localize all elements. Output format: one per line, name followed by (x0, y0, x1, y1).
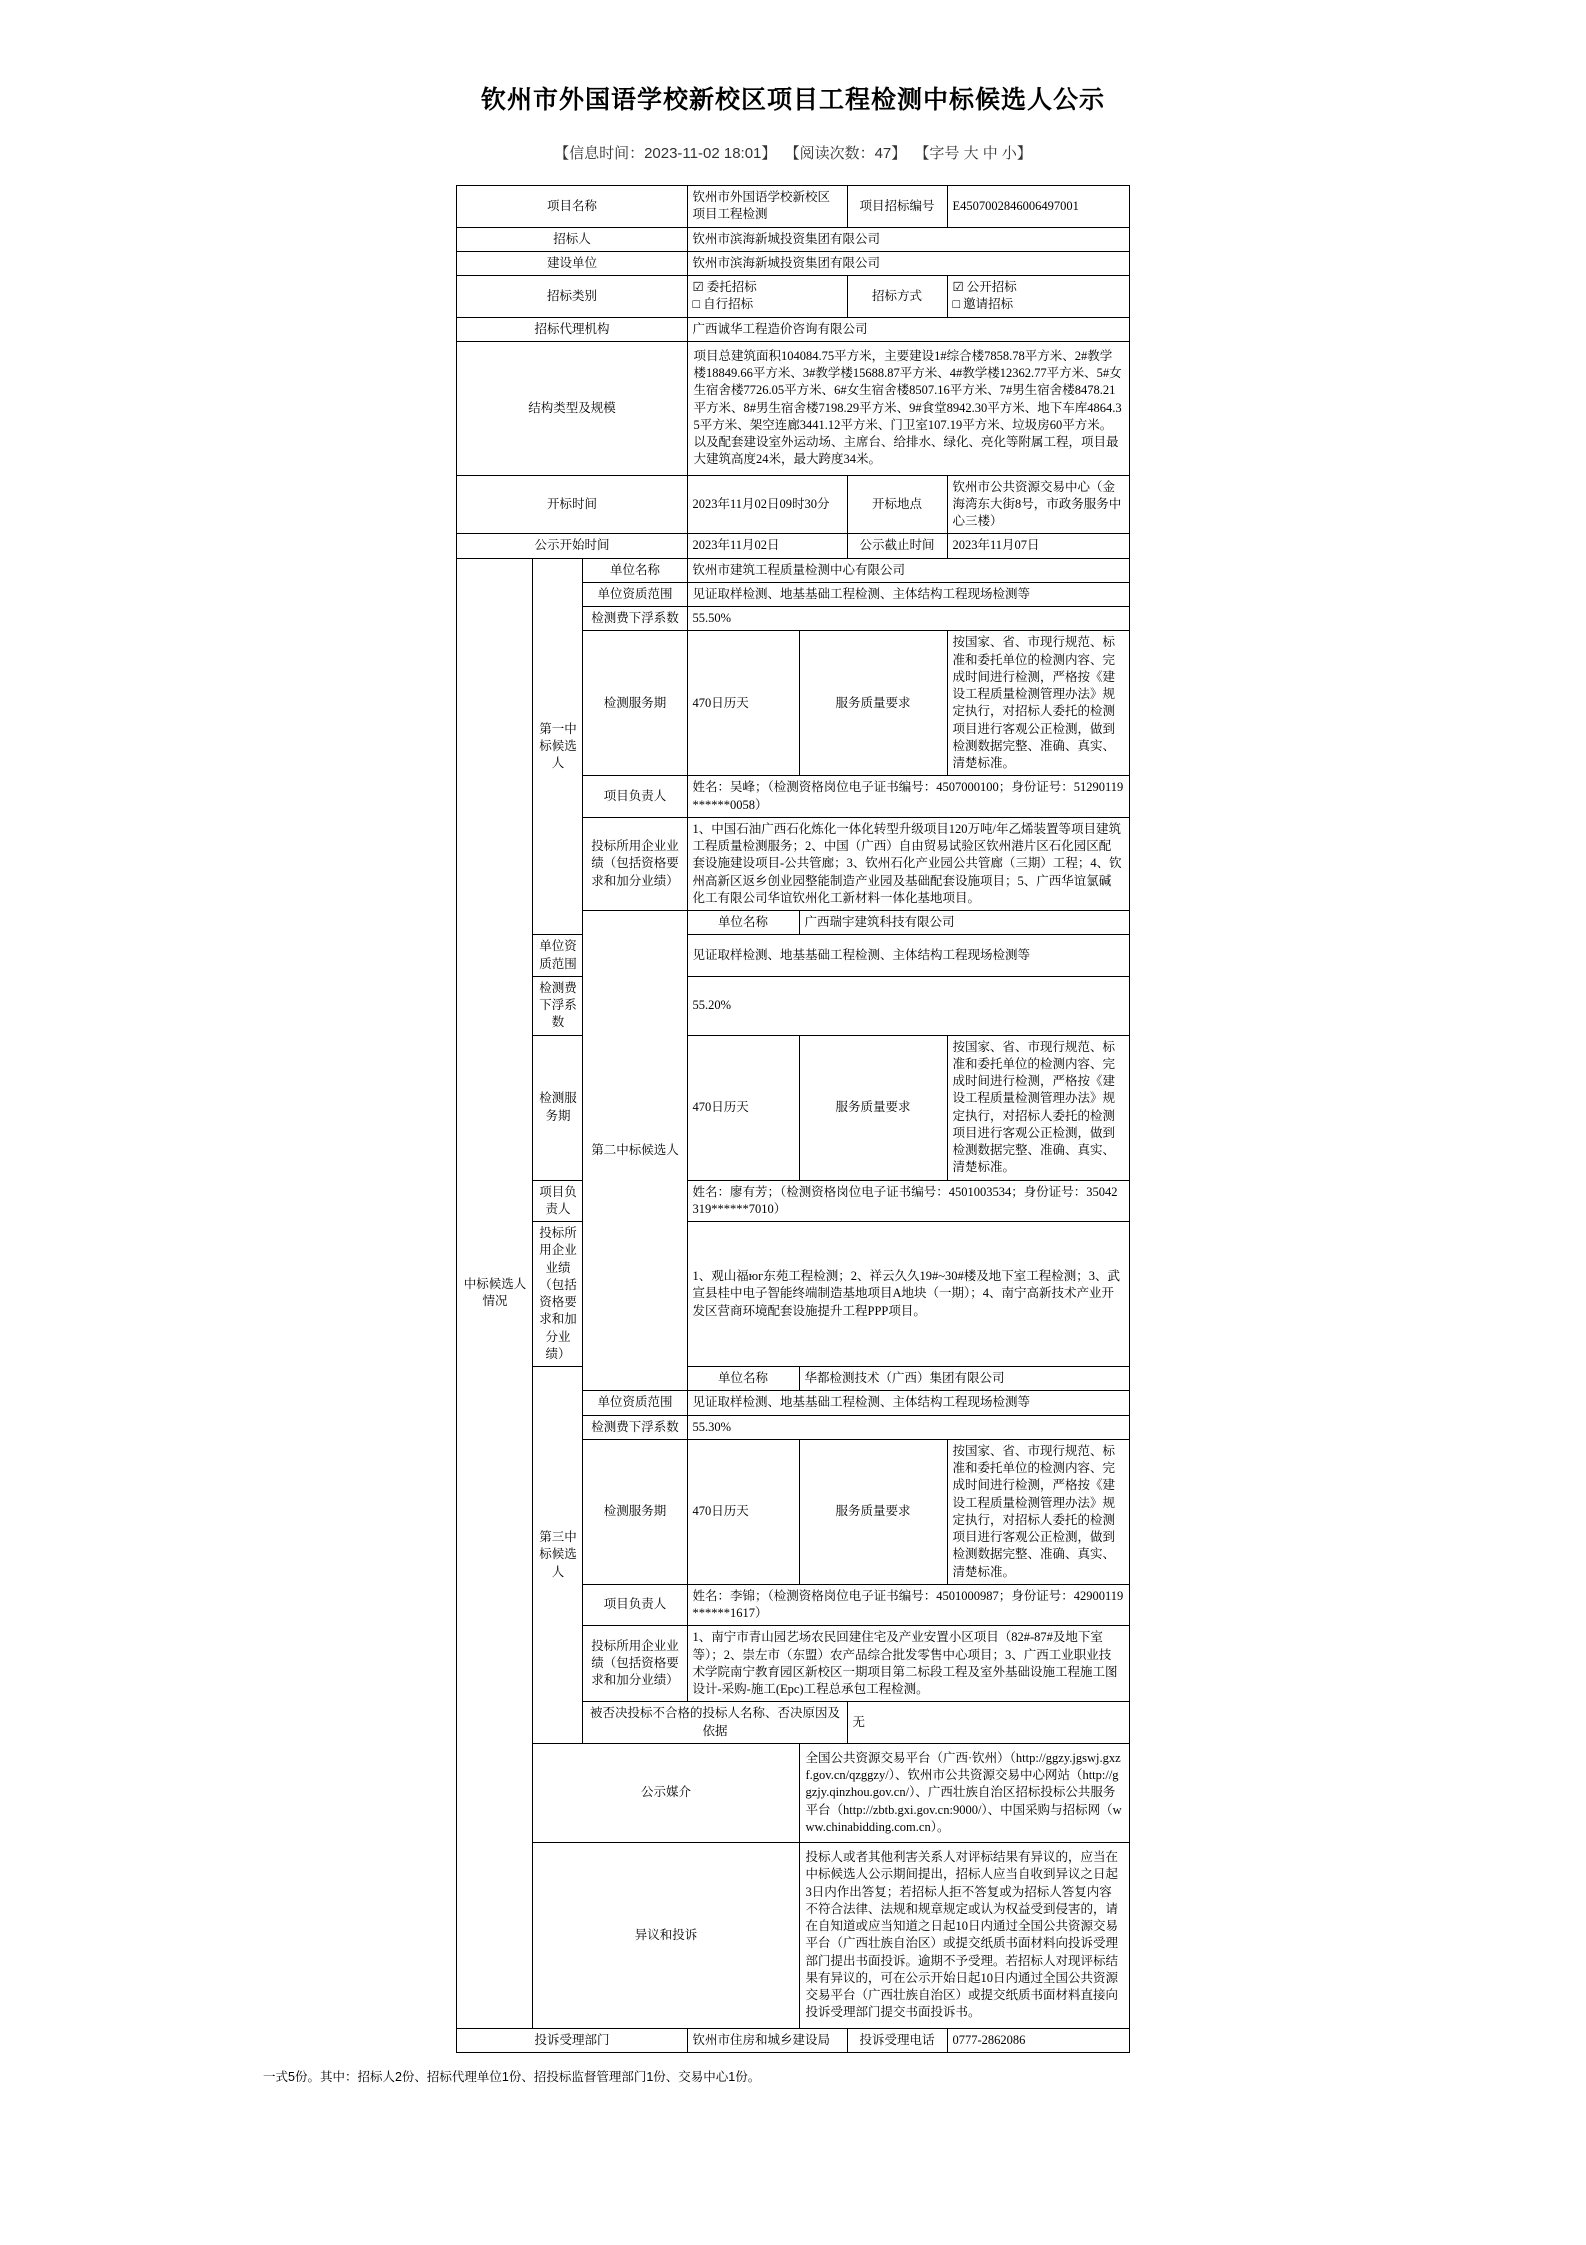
candidate-1-performance-label: 投标所用企业业绩（包括资格要求和加分业绩） (583, 817, 687, 910)
document-meta (0, 142, 1586, 163)
candidate-2-manager-label: 项目负责人 (533, 1180, 583, 1222)
tender-no-value: E4507002846006497001 (947, 186, 1129, 228)
candidate-2-quality: 按国家、省、市现行规范、标准和委托单位的检测内容、完成时间进行检测，严格按《建设工程质量检测管理办法》规定执行，对招标人委托的检测项目进行客观公正检测，做到检测数据完整、准确、真实、清楚标准。 (947, 1035, 1129, 1180)
public-end-label: 公示截止时间 (847, 534, 947, 558)
candidate-1-unit-name-label: 单位名称 (583, 558, 687, 582)
scale-value: 项目总建筑面积104084.75平方米，主要建设1#综合楼7858.78平方米、2#教学楼18849.66平方米、3#教学楼15688.87平方米、4#教学楼12362.77平方米、5#女生宿舍楼7726.05平方米、6#女生宿舍楼8507.16平方米、7#男生宿舍楼8478.21平方米、8#男生宿舍楼7198.29平方米、9#食堂8942.30平方米、地下车库4864.35平方米、架空连廊3441.12平方米、门卫室107.19平方米、垃圾房60平方米。以及配套建设室外运动场、主席台、给排水、绿化、亮化等附属工程，项目最大建筑高度24米，最大跨度34米。 (687, 341, 1129, 475)
bid-method-option-public[interactable] (953, 279, 1017, 296)
candidate-1-manager: 姓名：吴峰；（检测资格岗位电子证书编号：4507000100；身份证号：51290119******0058） (687, 776, 1129, 818)
checkbox-checked-icon[interactable]: ☑ (692, 280, 704, 294)
candidate-3-period-label: 检测服务期 (583, 1439, 687, 1584)
table-row (457, 227, 1129, 251)
candidate-2-qualification-label: 单位资质范围 (533, 935, 583, 977)
open-time-label: 开标时间 (457, 475, 687, 534)
agency-value: 广西诚华工程造价咨询有限公司 (687, 317, 1129, 341)
public-start-value: 2023年11月02日 (687, 534, 847, 558)
table-row (457, 251, 1129, 275)
bid-method-option-invited-label: 邀请招标 (963, 297, 1014, 312)
table-row (457, 1843, 1129, 2029)
bid-category-option-entrusted-label: 委托招标 (706, 280, 757, 294)
candidate-2-unit-name: 广西瑞宇建筑科技有限公司 (799, 911, 1129, 935)
candidates-section-label: 中标候选人情况 (457, 558, 533, 2028)
candidate-1-rank: 第一中标候选人 (533, 558, 583, 935)
candidate-2-period-label: 检测服务期 (533, 1035, 583, 1180)
candidate-3-discount-label: 检测费下浮系数 (583, 1415, 687, 1439)
candidate-2-rank: 第二中标候选人 (583, 911, 687, 1391)
candidate-3-performance: 1、南宁市青山园艺场农民回建住宅及产业安置小区项目（82#-87#及地下室等）；2、崇左市（东盟）农产品综合批发零售中心项目；3、广西工业职业技术学院南宁教育园区新校区一期项目第二标段工程及室外基础设施工程施工图设计-采购-施工(Epc)工程总承包工程检测。 (687, 1626, 1129, 1702)
candidate-1-quality: 按国家、省、市现行规范、标准和委托单位的检测内容、完成时间进行检测，严格按《建设工程质量检测管理办法》规定执行，对招标人委托的检测项目进行客观公正检测，做到检测数据完整、准确、真实、清楚标准。 (947, 631, 1129, 776)
objection-value: 投标人或者其他利害关系人对评标结果有异议的，应当在中标候选人公示期间提出，招标人应当自收到异议之日起3日内作出答复；若招标人拒不答复或为招标人答复内容不符合法律、法规和规章规定或认为权益受到侵害的，请在自知道或应当知道之日起10日内通过全国公共资源交易平台（广西壮族自治区）或提交纸质书面材料向投诉受理部门提出书面投诉。逾期不予受理。若招标人对现评标结果有异议的，可在公示开始日起10日内通过全国公共资源交易平台（广西壮族自治区）或提交纸质书面材料直接向投诉受理部门提交书面投诉书。 (799, 1843, 1129, 2029)
candidate-1-qualification: 见证取样检测、地基基础工程检测、主体结构工程现场检测等 (687, 582, 1129, 606)
open-time-value: 2023年11月02日09时30分 (687, 475, 847, 534)
complaint-tel-value: 0777-2862086 (947, 2028, 1129, 2052)
candidate-2-period: 470日历天 (687, 1035, 799, 1180)
complaint-dept-label: 投诉受理部门 (457, 2028, 687, 2052)
candidate-1-unit-name: 钦州市建筑工程质量检测中心有限公司 (687, 558, 1129, 582)
objection-label: 异议和投诉 (533, 1843, 799, 2029)
bid-category-label: 招标类别 (457, 276, 687, 318)
candidate-3-manager-label: 项目负责人 (583, 1584, 687, 1626)
media-value: 全国公共资源交易平台（广西·钦州）（http://ggzy.jgswj.gxzf.gov.cn/qzggzy/）、钦州市公共资源交易中心网站（http://ggzjy.qinzhou.gov.cn/）、广西壮族自治区招标投标公共服务平台（http://zbtb.gxi.gov.cn:9000/）、中国采购与招标网（www.chinabidding.com.cn）。 (799, 1743, 1129, 1842)
table-row (457, 341, 1129, 475)
agency-label: 招标代理机构 (457, 317, 687, 341)
project-name-label: 项目名称 (457, 186, 687, 228)
bid-category-option-entrusted[interactable] (693, 279, 757, 296)
table-row (457, 976, 1129, 1035)
bid-method-label: 招标方式 (847, 276, 947, 318)
tenderer-value: 钦州市滨海新城投资集团有限公司 (687, 227, 1129, 251)
candidate-3-discount: 55.30% (687, 1415, 1129, 1439)
tenderer-label: 招标人 (457, 227, 687, 251)
candidate-2-performance: 1、观山福юг东苑工程检测；2、祥云久久19#~30#楼及地下室工程检测；3、武宣县桂中电子智能终端制造基地项目A地块（一期）；4、南宁高新技术产业开发区营商环境配套设施提升工程PPP项目。 (687, 1222, 1129, 1367)
media-label: 公示媒介 (533, 1743, 799, 1842)
candidate-2-unit-name-label: 单位名称 (687, 911, 799, 935)
bid-method-options (947, 276, 1129, 318)
scale-label: 结构类型及规模 (457, 341, 687, 475)
candidate-1-period-label: 检测服务期 (583, 631, 687, 776)
table-row (457, 1035, 1129, 1180)
table-row (457, 558, 1129, 582)
info-time: 【信息时间：2023-11-02 18:01】 (554, 145, 777, 162)
candidate-3-unit-name-label: 单位名称 (687, 1367, 799, 1391)
table-row (457, 276, 1129, 318)
project-name-value: 钦州市外国语学校新校区项目工程检测 (687, 186, 847, 228)
candidate-2-discount: 55.20% (687, 976, 1129, 1035)
open-place-label: 开标地点 (847, 475, 947, 534)
candidate-3-unit-name: 华都检测技术（广西）集团有限公司 (799, 1367, 1129, 1391)
candidate-3-performance-label: 投标所用企业业绩（包括资格要求和加分业绩） (583, 1626, 687, 1702)
candidate-1-period: 470日历天 (687, 631, 799, 776)
candidate-3-qualification-label: 单位资质范围 (583, 1391, 687, 1415)
table-row (457, 935, 1129, 977)
candidate-3-qualification: 见证取样检测、地基基础工程检测、主体结构工程现场检测等 (687, 1391, 1129, 1415)
table-row (457, 475, 1129, 534)
candidate-3-manager: 姓名：李锦；（检测资格岗位电子证书编号：4501000987；身份证号：42900119******1617） (687, 1584, 1129, 1626)
candidate-2-quality-label: 服务质量要求 (799, 1035, 947, 1180)
complaint-dept-value: 钦州市住房和城乡建设局 (687, 2028, 847, 2052)
candidate-3-rank: 第三中标候选人 (533, 1367, 583, 1744)
bid-category-option-self[interactable] (693, 296, 754, 313)
table-row (457, 1743, 1129, 1842)
tender-no-label: 项目招标编号 (847, 186, 947, 228)
candidate-1-manager-label: 项目负责人 (583, 776, 687, 818)
candidate-2-performance-label: 投标所用企业业绩（包括资格要求和加分业绩） (533, 1222, 583, 1367)
table-row (457, 2028, 1129, 2052)
table-row (457, 1222, 1129, 1367)
public-start-label: 公示开始时间 (457, 534, 687, 558)
candidate-2-qualification: 见证取样检测、地基基础工程检测、主体结构工程现场检测等 (687, 935, 1129, 977)
table-row (457, 1180, 1129, 1222)
candidate-1-performance: 1、中国石油广西石化炼化一体化转型升级项目120万吨/年乙烯装置等项目建筑工程质量检测服务；2、中国（广西）自由贸易试验区钦州港片区石化园区配套设施建设项目-公共管廊；3、钦州石化产业园公共管廊（三期）工程；4、钦州高新区返乡创业园整能制造产业园及基础配套设施项目；5、广西华谊氯碱化工有限公司华谊钦州化工新材料一体化基地项目。 (687, 817, 1129, 910)
bid-method-option-invited[interactable] (953, 296, 1014, 313)
candidate-3-quality-label: 服务质量要求 (799, 1439, 947, 1584)
complaint-tel-label: 投诉受理电话 (847, 2028, 947, 2052)
construction-unit-label: 建设单位 (457, 251, 687, 275)
view-count: 【阅读次数：47】 (784, 145, 907, 162)
candidate-1-qualification-label: 单位资质范围 (583, 582, 687, 606)
table-row (457, 1367, 1129, 1391)
checkbox-empty-icon[interactable]: □ (952, 297, 961, 312)
table-row (457, 534, 1129, 558)
page-title: 钦州市外国语学校新校区项目工程检测中标候选人公示 (480, 86, 1105, 114)
candidate-1-quality-label: 服务质量要求 (799, 631, 947, 776)
rejected-label: 被否决投标不合格的投标人名称、否决原因及依据 (583, 1702, 847, 1744)
candidate-3-quality: 按国家、省、市现行规范、标准和委托单位的检测内容、完成时间进行检测，严格按《建设工程质量检测管理办法》规定执行，对招标人委托的检测项目进行客观公正检测，做到检测数据完整、准确、真实、清楚标准。 (947, 1439, 1129, 1584)
open-place-value: 钦州市公共资源交易中心（金海湾东大街8号，市政务服务中心三楼） (947, 475, 1129, 534)
candidate-2-manager: 姓名：廖有芳；（检测资格岗位电子证书编号：4501003534；身份证号：35042319******7010） (687, 1180, 1129, 1222)
candidate-1-discount: 55.50% (687, 607, 1129, 631)
checkbox-empty-icon[interactable]: □ (692, 297, 701, 312)
candidate-1-discount-label: 检测费下浮系数 (583, 607, 687, 631)
candidate-2-discount-label: 检测费下浮系数 (533, 976, 583, 1035)
footer-note: 一式5份。其中：招标人2份、招标代理单位1份、招投标监督管理部门1份、交易中心1份。 (263, 2069, 761, 2084)
checkbox-checked-icon[interactable]: ☑ (952, 280, 964, 294)
bid-method-option-public-label: 公开招标 (966, 280, 1017, 294)
bid-category-option-self-label: 自行招标 (703, 297, 754, 312)
public-end-value: 2023年11月07日 (947, 534, 1129, 558)
candidate-3-period: 470日历天 (687, 1439, 799, 1584)
construction-unit-value: 钦州市滨海新城投资集团有限公司 (687, 251, 1129, 275)
bid-category-options (687, 276, 847, 318)
font-size-control[interactable]: 【字号 大 中 小】 (914, 145, 1032, 162)
rejected-value: 无 (847, 1702, 1129, 1744)
table-row (457, 186, 1129, 228)
table-row (457, 317, 1129, 341)
announcement-table (456, 185, 1129, 2053)
